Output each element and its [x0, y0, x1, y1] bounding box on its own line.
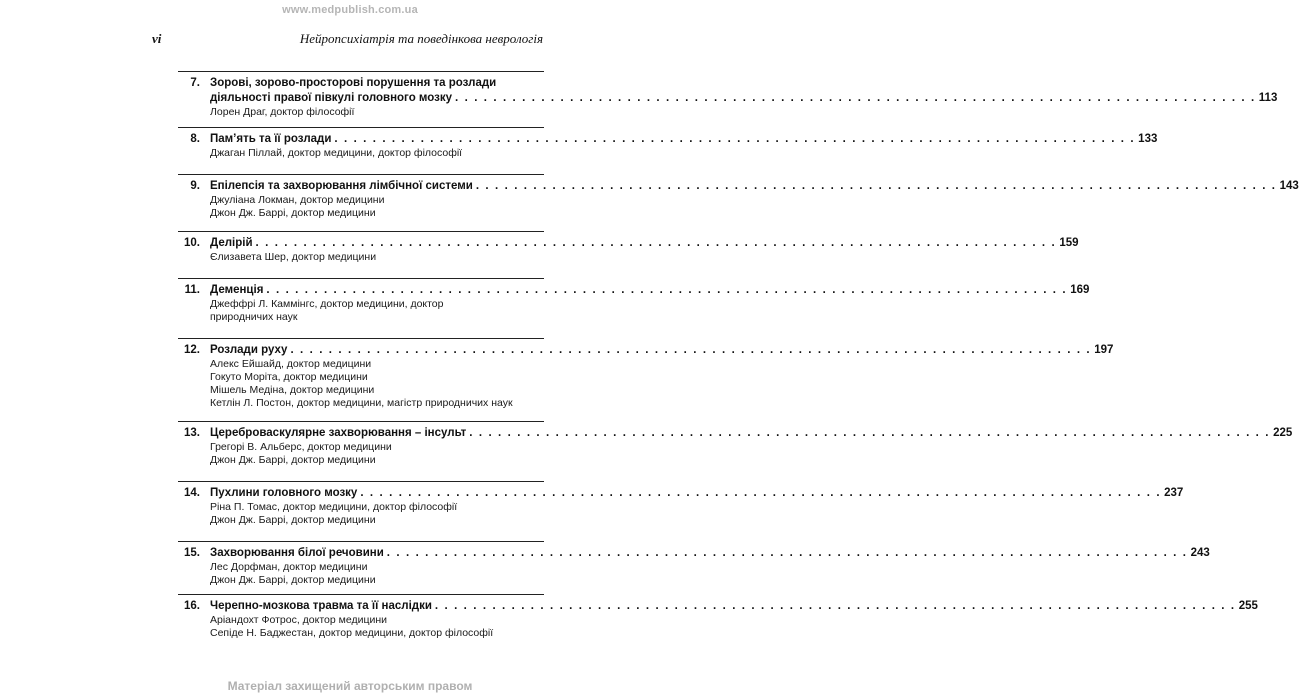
chapter-title: Делірій — [210, 237, 253, 249]
toc-entry[interactable] — [178, 481, 1184, 541]
toc-entry[interactable] — [178, 541, 1210, 594]
chapter-title: Цереброваскулярне захворювання – інсульт — [210, 427, 467, 439]
chapter-number: 13. — [184, 427, 200, 439]
chapter-number: 9. — [190, 180, 200, 192]
running-title: Нейропсихіатрія та поведінкова неврологія — [299, 31, 543, 46]
chapter-number: 11. — [184, 284, 200, 296]
toc-entry[interactable] — [178, 421, 1293, 481]
toc-entry[interactable] — [178, 278, 1090, 338]
chapter-author: Джон Дж. Баррі, доктор медицини — [210, 514, 376, 526]
chapter-number: 14. — [184, 487, 200, 499]
page-reference: 169 — [1070, 284, 1090, 296]
page-reference: 225 — [1273, 427, 1293, 439]
toc-entry[interactable] — [178, 338, 1114, 421]
chapter-author: Ріна П. Томас, доктор медицини, доктор філософії — [210, 501, 458, 513]
chapter-number: 7. — [190, 77, 200, 89]
toc-entry-body — [210, 542, 1210, 587]
chapter-title: Пам’ять та її розлади — [210, 133, 332, 145]
chapter-author: Гокуто Моріта, доктор медицини — [210, 371, 368, 383]
chapter-title: діяльності правої півкулі головного мозку — [210, 92, 453, 104]
chapter-author: Джуліана Локман, доктор медицини — [210, 194, 385, 206]
chapter-author: природничих наук — [210, 311, 298, 323]
dot-leader: . . . . . . . . . . . . . . . . . . . . . . . . . . . . . . . . . . . . . . . . . . . . . . . . . . . . . . . . . . . . . . . . . . . . . . . . . . . . . . . . . . . . — [360, 487, 1162, 499]
toc-entry[interactable] — [178, 174, 1299, 231]
table-of-contents — [178, 71, 1299, 644]
page-reference: 113 — [1258, 92, 1278, 104]
chapter-author: Сепіде Н. Баджестан, доктор медицини, доктор філософії — [210, 627, 494, 639]
chapter-title-row — [210, 132, 1158, 147]
chapter-title: Захворювання білої речовини — [210, 547, 384, 559]
chapter-title: Розлади руху — [210, 344, 288, 356]
chapter-number: 8. — [190, 133, 200, 145]
chapter-author: Кетлін Л. Постон, доктор медицини, магістр природничих наук — [210, 397, 513, 409]
toc-entry-body — [210, 595, 1258, 640]
toc-entry[interactable] — [178, 71, 1278, 127]
chapter-author: Джон Дж. Баррі, доктор медицини — [210, 454, 376, 466]
toc-entry-body — [210, 482, 1184, 527]
chapter-title-row — [210, 343, 1114, 358]
chapter-number: 10. — [184, 237, 200, 249]
dot-leader: . . . . . . . . . . . . . . . . . . . . . . . . . . . . . . . . . . . . . . . . . . . . . . . . . . . . . . . . . . . . . . . . . . . . . . . . . . . . . . . . . . . . — [290, 344, 1092, 356]
chapter-title: Епілепсія та захворювання лімбічної системи — [210, 180, 473, 192]
chapter-author: Грегорі В. Альберс, доктор медицини — [210, 441, 392, 453]
page-reference: 133 — [1138, 133, 1158, 145]
toc-entry-body — [210, 279, 1090, 324]
dot-leader: . . . . . . . . . . . . . . . . . . . . . . . . . . . . . . . . . . . . . . . . . . . . . . . . . . . . . . . . . . . . . . . . . . . . . . . . . . . . . . . . . . . . — [434, 600, 1236, 612]
chapter-title-row — [210, 283, 1090, 298]
chapter-title-row — [210, 546, 1210, 561]
chapter-number: 15. — [184, 547, 200, 559]
chapter-number: 12. — [184, 344, 200, 356]
dot-leader: . . . . . . . . . . . . . . . . . . . . . . . . . . . . . . . . . . . . . . . . . . . . . . . . . . . . . . . . . . . . . . . . . . . . . . . . . . . . . . . . . . . . — [255, 237, 1057, 249]
toc-entry-body — [210, 339, 1114, 410]
toc-entry-body — [210, 232, 1079, 264]
dot-leader: . . . . . . . . . . . . . . . . . . . . . . . . . . . . . . . . . . . . . . . . . . . . . . . . . . . . . . . . . . . . . . . . . . . . . . . . . . . . . . . . . . . . — [455, 92, 1256, 104]
chapter-author: Єлизавета Шер, доктор медицини — [210, 251, 377, 263]
chapter-title-row — [210, 426, 1293, 441]
dot-leader: . . . . . . . . . . . . . . . . . . . . . . . . . . . . . . . . . . . . . . . . . . . . . . . . . . . . . . . . . . . . . . . . . . . . . . . . . . . . . . . . . . . . — [475, 180, 1277, 192]
toc-entry[interactable] — [178, 231, 1079, 278]
page-reference: 255 — [1238, 600, 1258, 612]
site-watermark: www.medpublish.com.ua — [282, 4, 418, 16]
chapter-title-line: Зорові, зорово-просторові порушення та розлади — [210, 77, 497, 89]
chapter-author: Алекс Ейшайд, доктор медицини — [210, 358, 372, 370]
chapter-title-row — [210, 179, 1299, 194]
chapter-title: Деменція — [210, 284, 264, 296]
chapter-title-row — [210, 486, 1184, 501]
page-number: vi — [152, 31, 162, 46]
dot-leader: . . . . . . . . . . . . . . . . . . . . . . . . . . . . . . . . . . . . . . . . . . . . . . . . . . . . . . . . . . . . . . . . . . . . . . . . . . . . . . . . . . . . — [386, 547, 1188, 559]
toc-entry[interactable] — [178, 127, 1158, 174]
chapter-title-row — [210, 91, 1278, 106]
toc-entry-body — [210, 128, 1158, 160]
chapter-author: Джеффрі Л. Каммінгс, доктор медицини, доктор — [210, 298, 444, 310]
dot-leader: . . . . . . . . . . . . . . . . . . . . . . . . . . . . . . . . . . . . . . . . . . . . . . . . . . . . . . . . . . . . . . . . . . . . . . . . . . . . . . . . . . . . — [334, 133, 1136, 145]
page-reference: 243 — [1190, 547, 1210, 559]
page-reference: 237 — [1164, 487, 1184, 499]
chapter-author: Джон Дж. Баррі, доктор медицини — [210, 207, 376, 219]
dot-leader: . . . . . . . . . . . . . . . . . . . . . . . . . . . . . . . . . . . . . . . . . . . . . . . . . . . . . . . . . . . . . . . . . . . . . . . . . . . . . . . . . . . . — [266, 284, 1068, 296]
page-reference: 159 — [1059, 237, 1079, 249]
copyright-watermark: Матеріал захищений авторським правом — [227, 679, 473, 693]
chapter-title: Пухлини головного мозку — [210, 487, 358, 499]
chapter-author: Джаган Піллай, доктор медицини, доктор філософії — [210, 147, 463, 159]
toc-entry-body — [210, 422, 1293, 467]
chapter-number: 16. — [184, 600, 200, 612]
chapter-title: Черепно-мозкова травма та її наслідки — [210, 600, 432, 612]
chapter-author: Аріандохт Фотрос, доктор медицини — [210, 614, 388, 626]
toc-entry[interactable] — [178, 594, 1258, 644]
dot-leader: . . . . . . . . . . . . . . . . . . . . . . . . . . . . . . . . . . . . . . . . . . . . . . . . . . . . . . . . . . . . . . . . . . . . . . . . . . . . . . . . . . . . — [469, 427, 1271, 439]
toc-entry-body — [210, 175, 1299, 220]
chapter-author: Лес Дорфман, доктор медицини — [210, 561, 368, 573]
page-reference: 143 — [1279, 180, 1299, 192]
chapter-author: Лорен Драг, доктор філософії — [210, 106, 355, 118]
page-reference: 197 — [1094, 344, 1114, 356]
toc-entry-body — [210, 72, 1278, 119]
chapter-title-row — [210, 236, 1079, 251]
chapter-title-row — [210, 599, 1258, 614]
chapter-author: Джон Дж. Баррі, доктор медицини — [210, 574, 376, 586]
chapter-author: Мішель Медіна, доктор медицини — [210, 384, 375, 396]
